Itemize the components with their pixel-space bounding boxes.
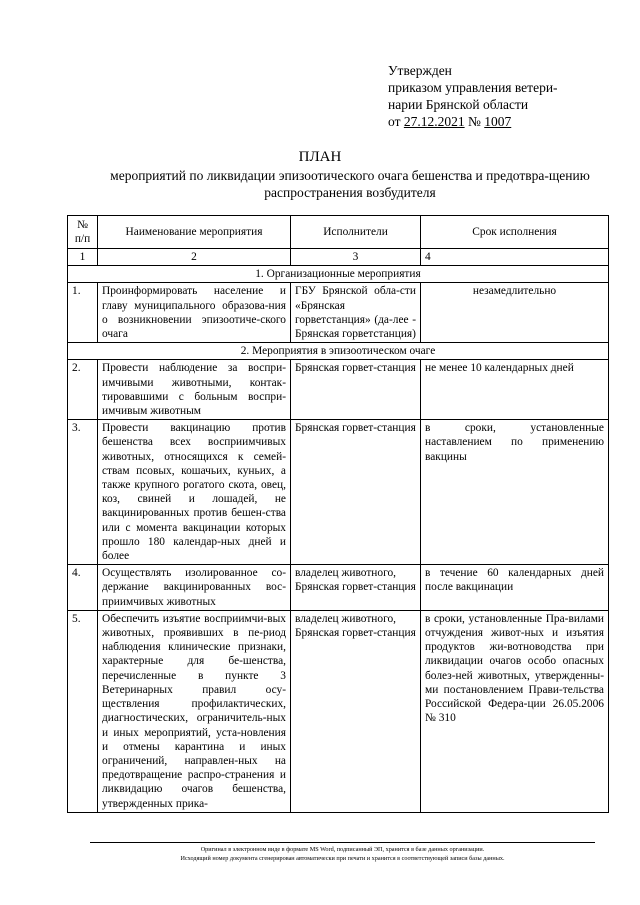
- row-deadline: в сроки, установленные Пра-вилами отчуждения живот-ных и изъятия продуктов жи-вотноводства при ликвидации очагов особо опасных болез-ней животных, утвержденны-ми постановлением Прави-тельства Российской Федера-ции 26.05.2006 № 310: [421, 610, 609, 812]
- approval-line4: [388, 113, 558, 130]
- approval-date: 27.12.2021: [403, 114, 465, 129]
- table-row: [68, 420, 609, 565]
- column-numbers-row: [68, 249, 609, 266]
- section-title: 2. Мероприятия в эпизоотическом очаге: [68, 343, 609, 360]
- header-deadline: Срок исполнения: [421, 216, 609, 249]
- footer: [90, 842, 595, 863]
- table-row: [68, 283, 609, 343]
- row-deadline: в сроки, установленные наставлением по применению вакцины: [421, 420, 609, 565]
- table-row: [68, 360, 609, 420]
- row-name: Провести вакцинацию против бешенства всех восприимчивых животных, относящихся к семей-ствам псовых, кошачьих, куньих, а также крупного рогатого скота, овец, коз, свиней и лошадей, не вакцинированных против бешен-ства или с момента вакцинации которых прошло 180 календар-ных дней и более: [98, 420, 291, 565]
- table-header-row: [68, 216, 609, 249]
- header-num: № п/п: [68, 216, 98, 249]
- row-deadline: не менее 10 календарных дней: [421, 360, 609, 420]
- row-executor: ГБУ Брянской обла-сти «Брянская горветстанция» (да-лее - Брянская горветстанция): [291, 283, 421, 343]
- footer-line2: Исходящий номер документа сгенерирован автоматически при печати и хранится в соответствующей записи базы данных.: [180, 855, 505, 862]
- table-row: [68, 610, 609, 812]
- plan-table: [67, 215, 609, 813]
- section-title: 1. Организационные мероприятия: [68, 266, 609, 283]
- header-name: Наименование мероприятия: [98, 216, 291, 249]
- document-subtitle: мероприятий по ликвидации эпизоотического очага бешенства и предотвра-щению распространения возбудителя: [110, 168, 590, 200]
- row-num: 3.: [68, 420, 98, 565]
- row-executor: владелец животного, Брянская горвет-станция: [291, 565, 421, 611]
- row-executor: владелец животного, Брянская горвет-станция: [291, 610, 421, 812]
- approval-line3: нарии Брянской области: [388, 97, 529, 112]
- row-num: 4.: [68, 565, 98, 611]
- row-deadline: незамедлительно: [421, 283, 609, 343]
- row-num: 1.: [68, 283, 98, 343]
- approval-num-sign: №: [467, 114, 481, 129]
- col-num-3: 3: [291, 249, 421, 266]
- footer-line1: Оригинал в электронном виде в формате MS Word, подписанный ЭП, хранится в базе данных организации.: [200, 846, 485, 853]
- row-num: 5.: [68, 610, 98, 812]
- row-executor: Брянская горвет-станция: [291, 360, 421, 420]
- approval-block: [388, 62, 558, 130]
- table-row: [68, 565, 609, 611]
- approval-line1: Утвержден: [388, 63, 452, 78]
- approval-line2: приказом управления ветери-: [388, 80, 558, 95]
- header-executor: Исполнители: [291, 216, 421, 249]
- row-name: Обеспечить изъятие восприимчи-вых животных, проявивших в пе-риод наблюдения клинические признаки, характерные для бе-шенства, перечисленные в пункте 3 Ветеринарных правил осу-ществления профилактических, диагностических, ограничитель-ных и иных мероприятий, уста-новления и отмены карантина и иных ограничений, направлен-ных на предотвращение распро-странения и ликвидацию очагов бешенства, утвержденных прика-: [98, 610, 291, 812]
- row-name: Осуществлять изолированное со-держание вакцинированных вос-приимчивых животных: [98, 565, 291, 611]
- approval-from: от: [388, 114, 401, 129]
- approval-number: 1007: [484, 114, 512, 129]
- row-num: 2.: [68, 360, 98, 420]
- section-row: [68, 266, 609, 283]
- col-num-2: 2: [98, 249, 291, 266]
- section-row: [68, 343, 609, 360]
- document-title: ПЛАН: [298, 149, 342, 165]
- col-num-1: 1: [68, 249, 98, 266]
- row-deadline: в течение 60 календарных дней после вакцинации: [421, 565, 609, 611]
- col-num-4: 4: [421, 249, 609, 266]
- row-executor: Брянская горвет-станция: [291, 420, 421, 565]
- row-name: Провести наблюдение за воспри-имчивыми животными, контак-тировавшими с больным воспри-имчивым животным: [98, 360, 291, 420]
- row-name: Проинформировать население и главу муниципального образова-ния о возникновении эпизоотиче-ского очага: [98, 283, 291, 343]
